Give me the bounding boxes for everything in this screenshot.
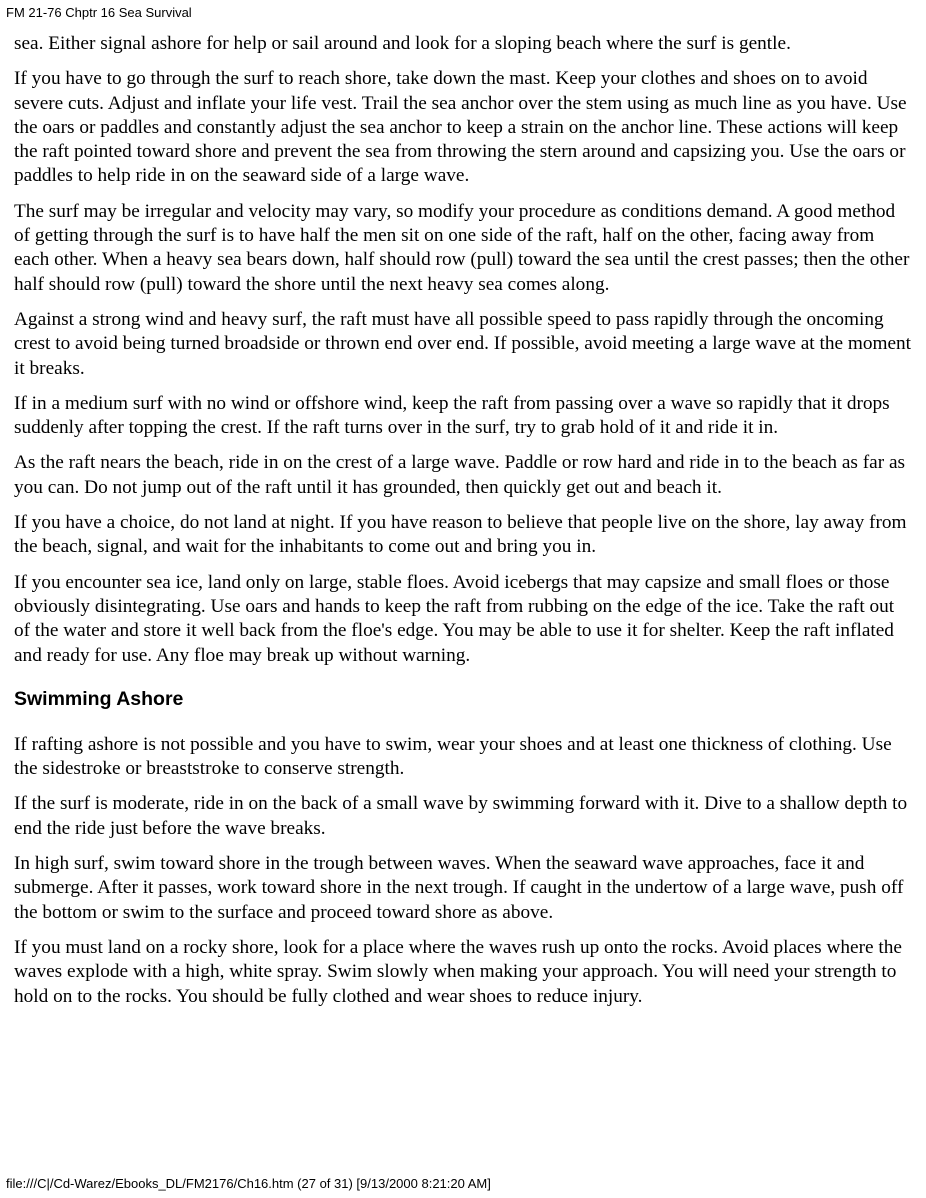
paragraph-medium-surf: If in a medium surf with no wind or offshore wind, keep the raft from passing over a wave so rapidly that it drops suddenly after topping the crest. If the raft turns over in the surf, try to grab hold of it and ride it in. [14, 392, 890, 439]
document-body [14, 32, 914, 1020]
page-footer: file:///C|/Cd-Warez/Ebooks_DL/FM2176/Ch16.htm (27 of 31) [9/13/2000 8:21:20 AM] [6, 1176, 491, 1191]
paragraph-strong-wind: Against a strong wind and heavy surf, the raft must have all possible speed to pass rapidly through the oncoming crest to avoid being turned broadside or thrown end over end. If possible, avoid meeting a large wave at the moment it breaks. [14, 308, 912, 379]
paragraph-through-surf: If you have to go through the surf to reach shore, take down the mast. Keep your clothes and shoes on to avoid severe cuts. Adjust and inflate your life vest. Trail the sea anchor over the stem using as much line as you have. Use the oars or paddles and constantly adjust the sea anchor to keep a strain on the anchor line. These actions will keep the raft pointed toward shore and prevent the sea from throwing the stern around and capsizing you. Use the oars or paddles to help ride in on the seaward side of a large wave. [14, 68, 907, 187]
paragraph-nearing-beach: As the raft nears the beach, ride in on the crest of a large wave. Paddle or row hard and ride in to the beach as far as you can. Do not jump out of the raft until it has grounded, then quickly get out and beach it. [14, 452, 906, 498]
paragraph-sea-ice: If you encounter sea ice, land only on large, stable floes. Avoid icebergs that may capsize and small floes or those obviously disintegrating. Use oars and hands to keep the raft from rubbing on the edge of the ice. Take the raft out of the water and store it well back from the floe's edge. You may be able to use it for shelter. Keep the raft inflated and ready for use. Any floe may break up without warning. [14, 571, 895, 666]
paragraph-moderate-surf: If the surf is moderate, ride in on the back of a small wave by swimming forward with it. Dive to a shallow depth to end the ride just before the wave breaks. [14, 793, 908, 839]
section-heading-swimming-ashore: Swimming Ashore [14, 687, 184, 710]
page-header: FM 21-76 Chptr 16 Sea Survival [6, 5, 192, 20]
paragraph-high-surf: In high surf, swim toward shore in the trough between waves. When the seaward wave approaches, face it and submerge. After it passes, work toward shore in the next trough. If caught in the undertow of a large wave, push off the bottom or swim to the surface and proceed toward shore as above. [14, 853, 904, 923]
paragraph-swim-clothing: If rafting ashore is not possible and you have to swim, wear your shoes and at least one thickness of clothing. Use the sidestroke or breaststroke to conserve strength. [14, 733, 892, 780]
paragraph-signal-ashore: sea. Either signal ashore for help or sail around and look for a sloping beach where the surf is gentle. [14, 33, 791, 54]
paragraph-night-landing: If you have a choice, do not land at night. If you have reason to believe that people live on the shore, lay away from the beach, signal, and wait for the inhabitants to come out and bring you in. [14, 512, 907, 558]
paragraph-rocky-shore: If you must land on a rocky shore, look for a place where the waves rush up onto the rocks. Avoid places where the waves explode with a high, white spray. Swim slowly when making your approach. You will need your strength to hold on to the rocks. You should be fully clothed and wear shoes to reduce injury. [14, 936, 902, 1007]
paragraph-irregular-surf: The surf may be irregular and velocity may vary, so modify your procedure as conditions demand. A good method of getting through the surf is to have half the men sit on one side of the raft, half on the other, facing away from each other. When a heavy sea bears down, half should row (pull) toward the sea until the crest passes; then the other half should row (pull) toward the shore until the next heavy sea comes along. [14, 200, 910, 295]
